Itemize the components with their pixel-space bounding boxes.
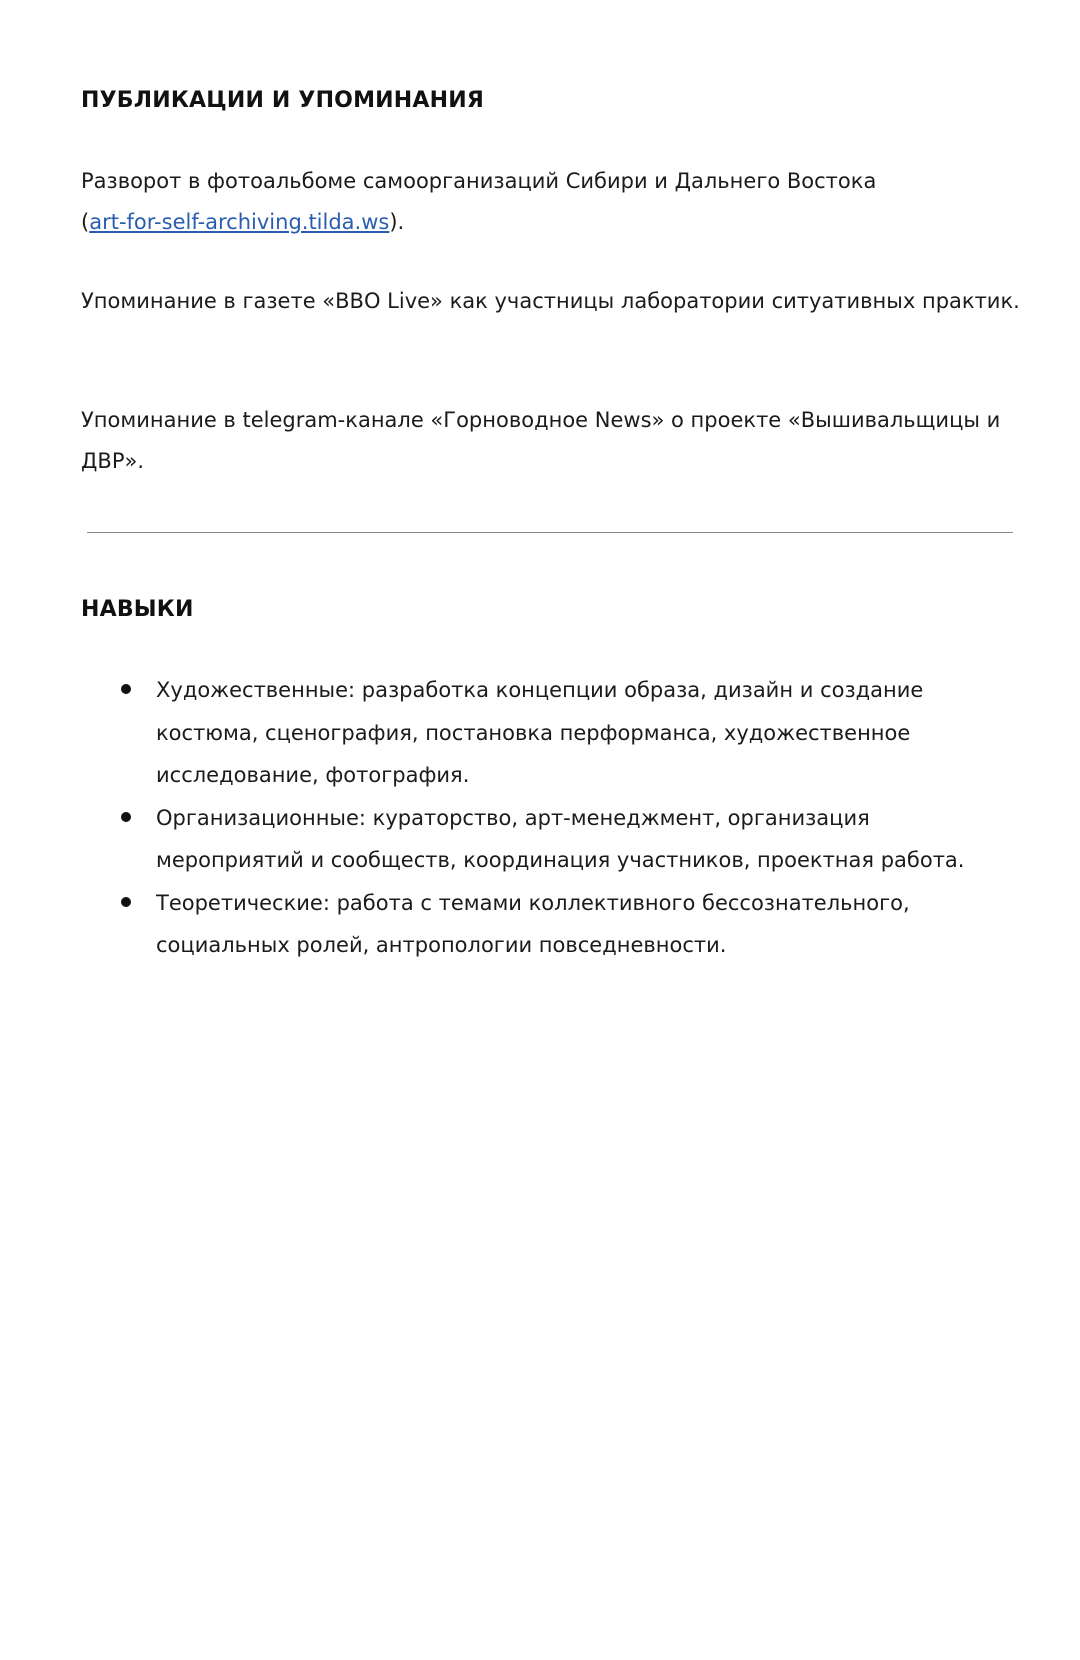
bullet-icon	[121, 812, 131, 822]
skills-list	[81, 669, 1021, 967]
publications-heading: ПУБЛИКАЦИИ И УПОМИНАНИЯ	[81, 88, 484, 113]
skill-item-organizational	[81, 797, 1021, 882]
skills-heading: НАВЫКИ	[81, 597, 194, 622]
open-paren: (	[81, 210, 90, 234]
bullet-icon	[121, 684, 131, 694]
publication-item-telegram: Упоминание в telegram-канале «Горноводное News» о проекте «Вышивальщицы и ДВР».	[81, 408, 1001, 473]
section-divider	[87, 532, 1013, 533]
skill-item-theoretical	[81, 882, 1021, 967]
publication-item-text: Разворот в фотоальбоме самоорганизаций Сибири и Дальнего Востока	[81, 169, 877, 193]
close-paren: ).	[389, 210, 405, 234]
skill-item-text: Организационные: кураторство, арт-менеджмент, организация мероприятий и сообществ, координация участников, проектная работа.	[156, 805, 965, 872]
publication-item-photoalbum	[81, 161, 1021, 243]
tilda-link[interactable]: art-for-self-archiving.tilda.ws	[89, 210, 390, 234]
skill-item-artistic	[81, 669, 1021, 797]
skill-item-text: Художественные: разработка концепции образа, дизайн и создание костюма, сценография, постановка перформанса, художественное исследование, фотография.	[156, 678, 924, 787]
skill-item-text: Теоретические: работа с темами коллективного бессознательного, социальных ролей, антропологии повседневности.	[156, 890, 910, 957]
publication-item-newspaper: Упоминание в газете «ВВО Live» как участницы лаборатории ситуативных практик.	[81, 289, 1020, 313]
bullet-icon	[121, 897, 131, 907]
